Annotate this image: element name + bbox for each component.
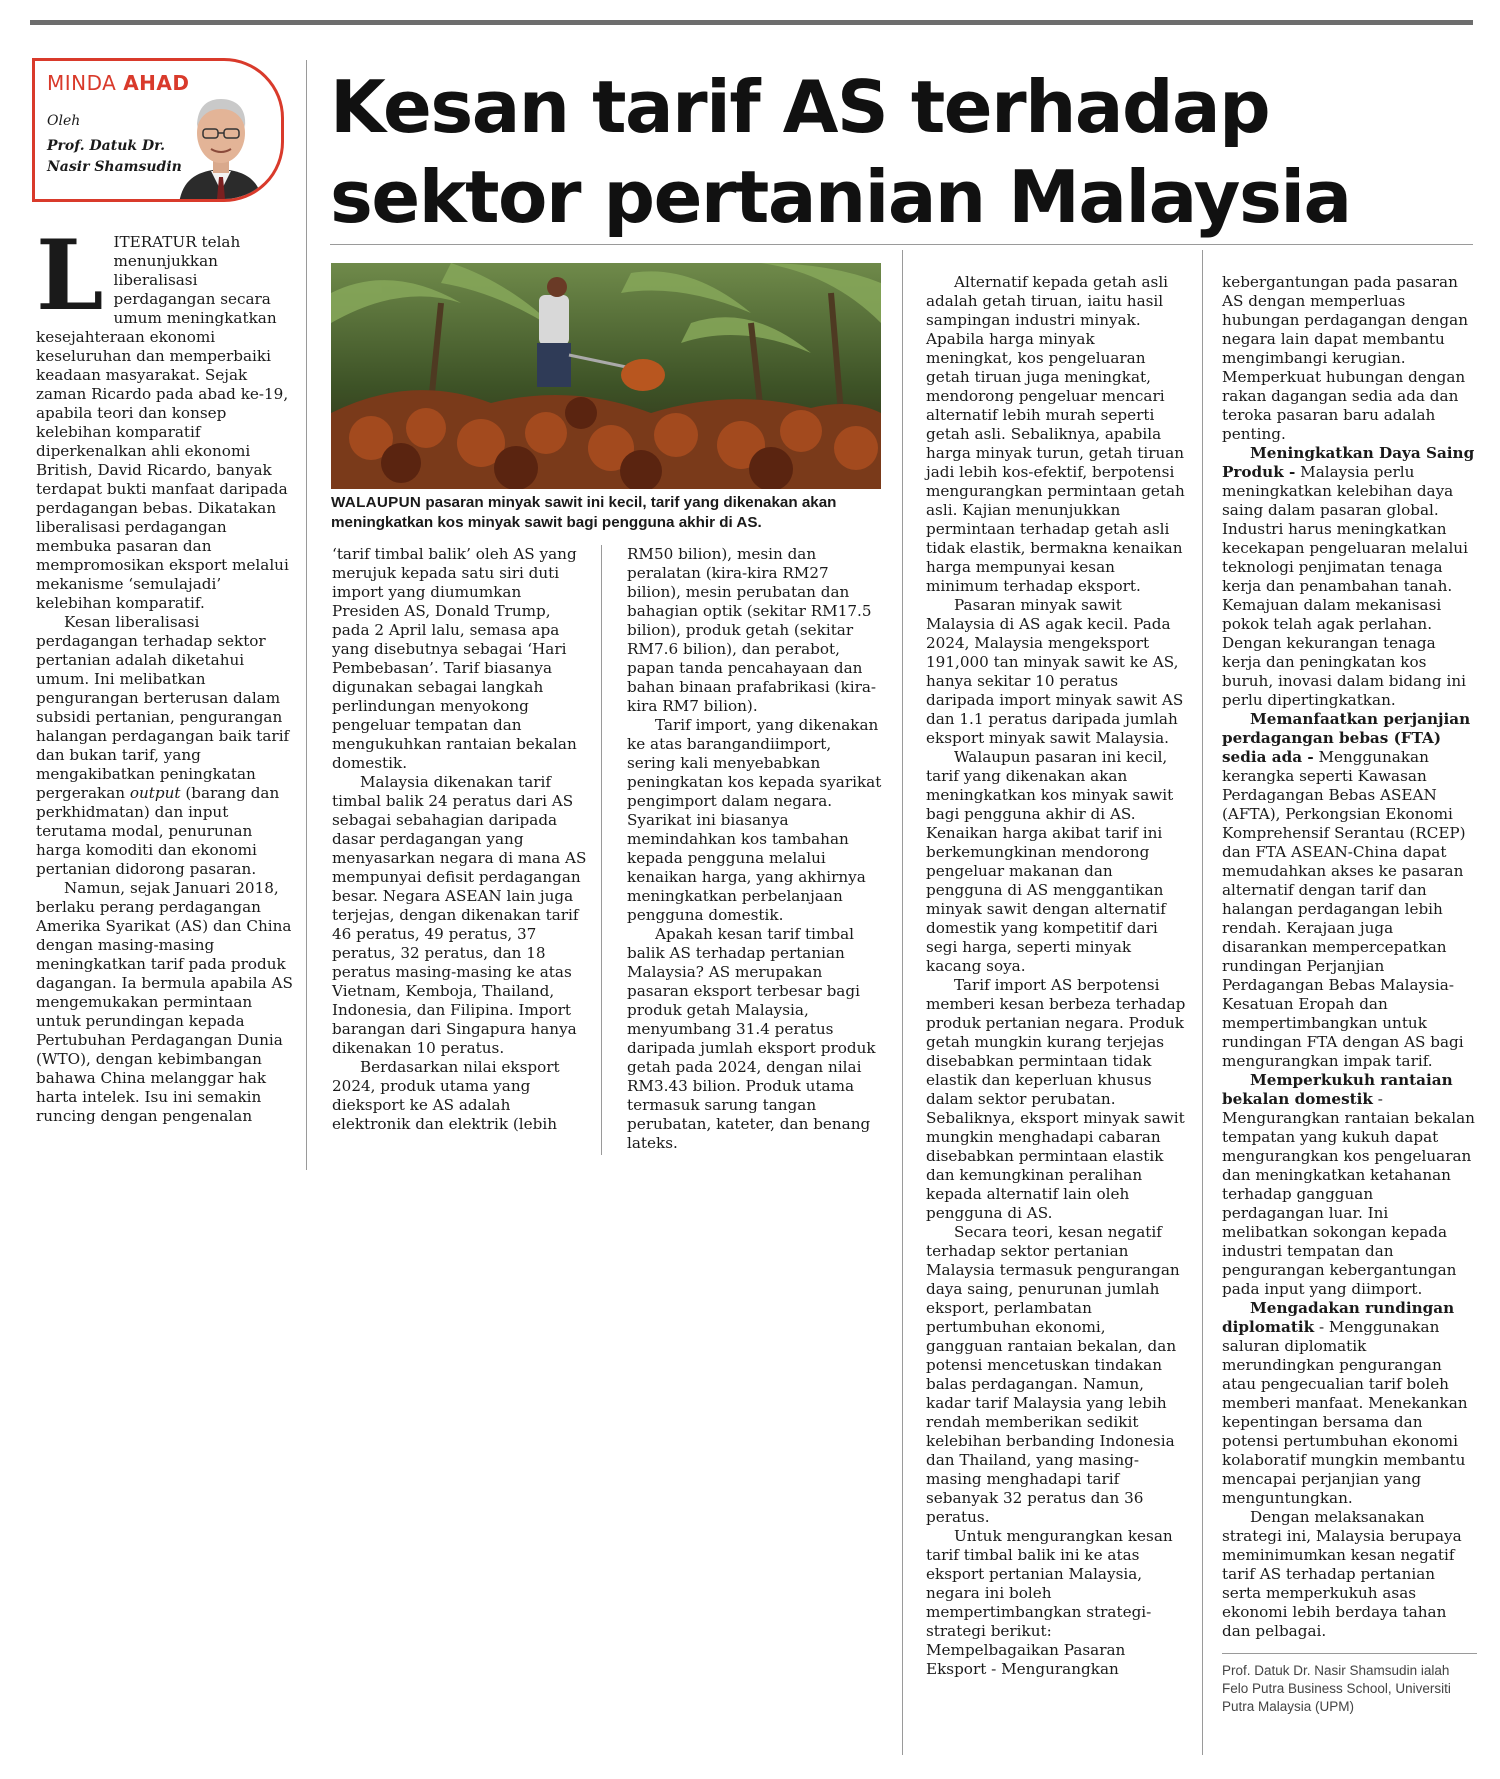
paragraph — [1222, 1071, 1477, 1299]
paragraph: Untuk mengurangkan kesan tarif timbal balik ini ke atas eksport pertanian Malaysia, negara ini boleh mempertimbangkan strategi-strategi berikut: Mempelbagaikan Pasaran Eksport - Mengurangkan — [926, 1527, 1173, 1678]
top-rule — [30, 20, 1473, 25]
paragraph — [1222, 1299, 1477, 1508]
author-name: Prof. Datuk Dr. Nasir Shamsudin — [47, 138, 182, 175]
paragraph — [36, 613, 294, 879]
caption-lead: WALAUPUN — [331, 494, 422, 511]
photo-caption — [331, 493, 881, 533]
paragraph-emphasis: output — [129, 784, 181, 802]
paragraph: Malaysia dikenakan tarif timbal balik 24 peratus dari AS sebagai sebahagian daripada dasar perdagangan yang menyasarkan negara di mana AS mempunyai defisit perdagangan besar. Negara ASEAN lain juga terjejas, dengan dikenakan tarif 46 peratus, 49 peratus, 37 peratus, 32 peratus, dan 18 peratus masing-masing ke atas Vietnam, Kemboja, Thailand, Indonesia, dan Filipina. Import barangan dari Singapura hanya dikenakan 10 peratus. — [332, 773, 587, 1057]
paragraph-text: Menggunakan kerangka seperti Kawasan Perdagangan Bebas ASEAN (AFTA), Perkongsian Ekonomi Komprehensif Serantau (RCEP) dan FTA ASEAN-China dapat memudahkan akses ke pasaran alternatif dengan tarif dan halangan perdagangan lebih rendah. Kerajaan juga disarankan mempercepatkan rundingan Perjanjian Perdagangan Bebas Malaysia-Kesatuan Eropah dan mempertimbangkan untuk rundingan FTA dengan AS bagi mengurangkan impak tarif. — [1222, 748, 1466, 1070]
paragraph: Alternatif kepada getah asli adalah getah tiruan, iaitu hasil sampingan industri minyak. Apabila harga minyak meningkat, kos pengeluaran getah tiruan juga meningkat, mendorong pengeluar mencari alternatif lebih murah seperti getah asli. Sebaliknya, apabila harga minyak turun, getah tiruan jadi lebih kos-efektif, berpotensi mengurangkan permintaan getah asli. Kajian menunjukkan permintaan terhadap getah asli tidak elastik, bermakna kenaikan harga mempunyai kesan minimum terhadap eksport. — [926, 273, 1185, 595]
paragraph-text: - Menggunakan saluran diplomatik merundingkan pengurangan atau pengecualian tarif boleh memberi manfaat. Menekankan kepentingan bersama dan potensi pertumbuhan ekonomi kolaboratif mungkin membantu mencapai perjanjian yang menguntungkan. — [1222, 1318, 1468, 1507]
paragraph — [1222, 444, 1477, 710]
paragraph — [1222, 710, 1477, 1071]
column-4 — [926, 273, 1186, 1679]
caption-text: pasaran minyak sawit ini kecil, tarif yang dikenakan akan meningkatkan kos minyak sawit bagi pengguna akhir di AS. — [331, 494, 837, 531]
headline: Kesan tarif AS terhadap sektor pertanian Malaysia — [330, 65, 1351, 239]
column-2 — [332, 545, 588, 1134]
byline-by: Oleh — [47, 113, 81, 129]
byline-box — [32, 58, 284, 202]
paragraph: Berdasarkan nilai eksport 2024, produk utama yang dieksport ke AS adalah elektronik dan elektrik (lebih — [332, 1058, 560, 1133]
column-rule — [902, 250, 903, 1755]
author-bio: Prof. Datuk Dr. Nasir Shamsudin ialah Felo Putra Business School, Universiti Putra Malaysia (UPM) — [1222, 1663, 1451, 1714]
paragraph-text: - Mengurangkan rantaian bekalan tempatan yang kukuh dapat mengurangkan kos pengeluaran dan meningkatkan ketahanan terhadap gangguan perdagangan luar. Ini melibatkan sokongan kepada industri tempatan dan pengurangan kebergantungan pada input yang diimport. — [1222, 1090, 1475, 1298]
palm-oil-photo — [331, 263, 881, 489]
paragraph: Pasaran minyak sawit Malaysia di AS agak kecil. Pada 2024, Malaysia mengeksport 191,000 tan minyak sawit ke AS, hanya sekitar 10 peratus daripada import minyak sawit AS dan 1.1 peratus daripada jumlah eksport minyak sawit Malaysia. — [926, 596, 1184, 747]
subheading: Mengadakan rundingan diplomatik — [1222, 1299, 1455, 1336]
drop-cap: L — [36, 219, 104, 332]
kicker-bold: AHAD — [123, 71, 190, 95]
paragraph-text: Malaysia perlu meningkatkan kelebihan daya saing dalam pasaran global. Industri harus meningkatkan kecekapan pengeluaran melalui teknologi penjimatan tenaga kerja dan penambahan tanah. Kemajuan dalam mekanisasi pokok telah agak perlahan. Dengan kekurangan tenaga kerja dan peningkatan kos buruh, inovasi dalam bidang ini perlu dipertingkatkan. — [1222, 463, 1468, 709]
paragraph: Dengan melaksanakan strategi ini, Malaysia berupaya meminimumkan kesan negatif tarif AS terhadap pertanian serta memperkukuh asas ekonomi lebih berdaya tahan dan pelbagai. — [1222, 1508, 1462, 1640]
paragraph: Namun, sejak Januari 2018, berlaku perang perdagangan Amerika Syarikat (AS) dan China dengan masing-masing meningkatkan tarif pada produk dagangan. Ia bermula apabila AS mengemukakan permintaan untuk perundingan kepada Pertubuhan Perdagangan Dunia (WTO), dengan kebimbangan bahawa China melanggar hak harta intelek. Isu ini semakin runcing dengan pengenalan — [36, 879, 293, 1125]
column-rule — [1202, 250, 1203, 1755]
kicker-light: MINDA — [47, 71, 124, 95]
bio-divider — [1222, 1653, 1477, 1654]
paragraph: ITERATUR telah menunjukkan liberalisasi perdagangan secara umum meningkatkan kesejahteraan ekonomi keseluruhan dan memperbaiki keadaan masyarakat. Sejak zaman Ricardo pada abad ke-19, apabila teori dan konsep kelebihan komparatif diperkenalkan ahli ekonomi British, David Ricardo, banyak terdapat bukti manfaat daripada perdagangan bebas. Dikatakan liberalisasi perdagangan membuka pasaran dan mempromosikan eksport melalui mekanisme ‘semulajadi’ kelebihan komparatif. — [36, 233, 289, 612]
author-portrait — [175, 87, 267, 202]
subheading: Memanfaatkan perjanjian perdagangan bebas (FTA) sedia ada - — [1222, 710, 1471, 766]
paragraph: Walaupun pasaran ini kecil, tarif yang dikenakan akan meningkatkan kos minyak sawit bagi pengguna akhir di AS. Kenaikan harga akibat tarif ini berkemungkinan mendorong pengeluar makanan dan pengguna di AS menggantikan minyak sawit dengan alternatif domestik yang kompetitif dari segi harga, seperti minyak kacang soya. — [926, 748, 1174, 975]
palm-oil-illustration — [331, 263, 881, 489]
paragraph: ‘tarif timbal balik’ oleh AS yang merujuk kepada satu siri duti import yang diumumkan Presiden AS, Donald Trump, pada 2 April lalu, semasa apa yang disebutnya sebagai ‘Hari Pembebasan’. Tarif biasanya digunakan sebagai langkah perlindungan menyokong pengeluar tempatan dan mengukuhkan rantaian bekalan domestik. — [332, 545, 577, 772]
column-kicker — [47, 71, 190, 95]
column-3 — [627, 545, 883, 1153]
column-1 — [36, 219, 294, 1126]
paragraph: Secara teori, kesan negatif terhadap sektor pertanian Malaysia termasuk pengurangan daya saing, penurunan jumlah eksport, perlambatan pertumbuhan ekonomi, gangguan rantaian bekalan, dan potensi mencetuskan tindakan balas perdagangan. Namun, kadar tarif Malaysia yang lebih rendah memberikan sedikit kelebihan berbanding Indonesia dan Thailand, yang masing-masing menghadapi tarif sebanyak 32 peratus dan 36 peratus. — [926, 1223, 1180, 1526]
column-rule — [601, 545, 602, 1155]
paragraph-text: Kesan liberalisasi perdagangan terhadap sektor pertanian adalah diketahui umum. Ini melibatkan pengurangan berterusan dalam subsidi pertanian, pengurangan halangan perdagangan baik tarif dan bukan tarif, yang mengakibatkan peningkatan pergerakan — [36, 613, 290, 802]
paragraph: kebergantungan pada pasaran AS dengan memperluas hubungan perdagangan dengan negara lain dapat membantu mengimbangi kerugian. Memperkuat hubungan dengan rakan dagangan sedia ada dan teroka pasaran baru adalah penting. — [1222, 273, 1468, 443]
paragraph: Tarif import AS berpotensi memberi kesan berbeza terhadap produk pertanian negara. Produk getah mungkin kurang terjejas disebabkan permintaan tidak elastik dan keperluan khusus dalam sektor perubatan. Sebaliknya, eksport minyak sawit mungkin menghadapi cabaran disebabkan permintaan elastik dan kemungkinan peralihan kepada alternatif lain oleh pengguna di AS. — [926, 976, 1186, 1222]
paragraph: Tarif import, yang dikenakan ke atas barangandiimport, sering kali menyebabkan peningkatan kos kepada syarikat pengimport dalam negara. Syarikat ini biasanya memindahkan kos tambahan kepada pengguna melalui kenaikan harga, yang akhirnya meningkatkan perbelanjaan pengguna domestik. — [627, 716, 882, 924]
headline-rule — [330, 244, 1473, 245]
column-5 — [1222, 273, 1477, 1716]
column-rule — [306, 60, 307, 1170]
subheading: Memperkukuh rantaian bekalan domestik — [1222, 1071, 1453, 1108]
paragraph: Apakah kesan tarif timbal balik AS terhadap pertanian Malaysia? AS merupakan pasaran eksport terbesar bagi produk getah Malaysia, menyumbang 31.4 peratus daripada jumlah eksport produk getah pada 2024, dengan nilai RM3.43 bilion. Produk utama termasuk sarung tangan perubatan, kateter, dan benang lateks. — [627, 925, 876, 1152]
paragraph: RM50 bilion), mesin dan peralatan (kira-kira RM27 bilion), mesin perubatan dan bahagian optik (sekitar RM17.5 bilion), produk getah (sekitar RM7.6 bilion), dan perabot, papan tanda pencahayaan dan bahan binaan prafabrikasi (kira-kira RM7 bilion). — [627, 545, 877, 715]
subheading: Meningkatkan Daya Saing Produk - — [1222, 444, 1475, 481]
paragraph-text: (barang dan perkhidmatan) dan input terutama modal, penurunan harga komoditi dan ekonomi pertanian didorong pasaran. — [36, 784, 280, 878]
